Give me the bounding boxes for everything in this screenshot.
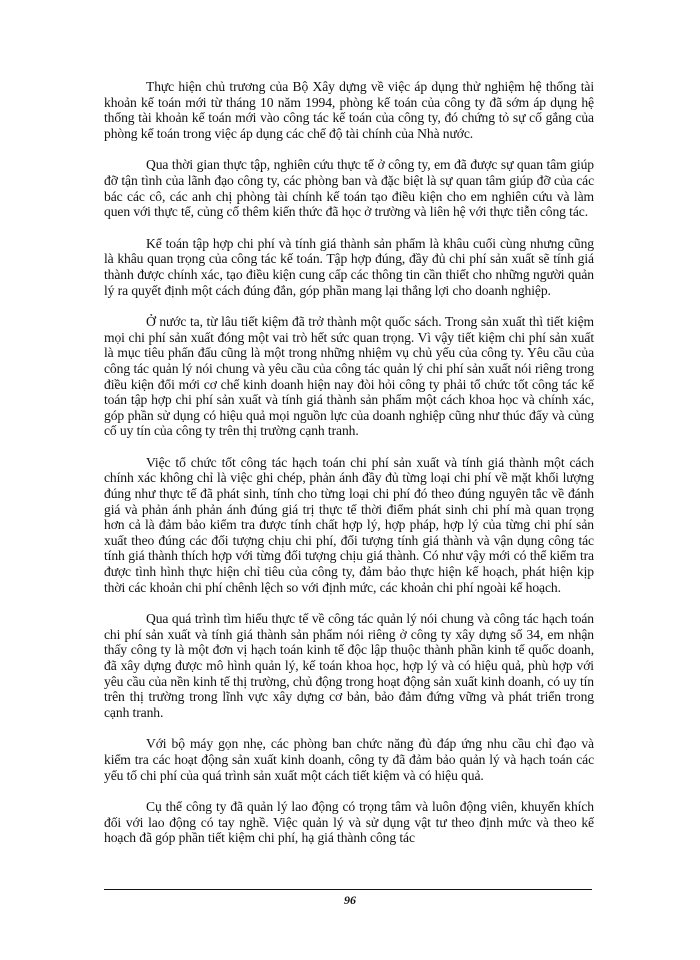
paragraph-1: Thực hiện chủ trương của Bộ Xây dựng về việc áp dụng thử nghiệm hệ thống tài khoản kế toán mới từ tháng 10 năm 1994, phòng kế toán của công ty đã sớm áp dụng hệ thống tài khoản kế toán mới vào công tác kế toán của công ty, đó chứng tỏ sự cố gắng của phòng kế toán trong việc áp dụng các chế độ tài chính của Nhà nước.	[104, 79, 594, 141]
paragraph-8: Cụ thể công ty đã quản lý lao động có trọng tâm và luôn động viên, khuyến khích đối với lao động có tay nghề. Việc quản lý và sử dụng vật tư theo định mức và theo kế hoạch đã góp phần tiết kiệm chi phí, hạ giá thành công tác	[104, 799, 594, 846]
paragraph-6: Qua quá trình tìm hiểu thực tế về công tác quản lý nói chung và công tác hạch toán chi phí sản xuất và tính giá thành sản phẩm nói riêng ở công ty xây dựng số 34, em nhận thấy công ty là một đơn vị hạch toán kinh tế độc lập thuộc thành phần kinh tế quốc doanh, đã xây dựng được mô hình quản lý, kế toán khoa học, hợp lý và có hiệu quả, phù hợp với yêu cầu của nền kinh tế thị trường, chủ động trong hoạt động sản xuất kinh doanh, có uy tín trên thị trường trong lĩnh vực xây dựng cơ bản, bảo đảm đứng vững và phát triển trong cạnh tranh.	[104, 611, 594, 720]
paragraph-2: Qua thời gian thực tập, nghiên cứu thực tế ở công ty, em đã được sự quan tâm giúp đỡ tận tình của lãnh đạo công ty, các phòng ban và đặc biệt là sự quan tâm giúp đỡ của các bác các cô, các anh chị phòng tài chính kế toán tạo điều kiện cho em nghiên cứu và làm quen với thực tế, củng cố thêm kiến thức đã học ở trường và liên hệ với thực tiễn công tác.	[104, 157, 594, 220]
paragraph-4: Ở nước ta, từ lâu tiết kiệm đã trở thành một quốc sách. Trong sản xuất thì tiết kiệm mọi chi phí sản xuất đóng một vai trò hết sức quan trọng. Vì vậy tiết kiệm chi phí sản xuất là mục tiêu phấn đấu cũng là một trong những nhiệm vụ chủ yếu của công ty. Yêu cầu của công tác quản lý nói chung và yêu cầu của công tác quản lý chi phí sản xuất nói riêng trong điều kiện đổi mới cơ chế kinh doanh hiện nay đòi hỏi công ty phải tổ chức tốt công tác kế toán tập hợp chi phí sản xuất và tính giá thành sản phẩm một cách khoa học và chính xác, góp phần sử dụng có hiệu quả mọi nguồn lực của doanh nghiệp cũng như thúc đẩy và củng cố uy tín của công ty trên thị trường cạnh tranh.	[104, 314, 594, 439]
page-number: 96	[344, 893, 356, 907]
footer-rule	[104, 889, 592, 890]
paragraph-5: Việc tổ chức tốt công tác hạch toán chi phí sản xuất và tính giá thành một cách chính xác không chỉ là việc ghi chép, phản ánh đầy đủ từng loại chi phí về mặt khối lượng đúng như thực tế đã phát sinh, tính cho từng loại chi phí đó theo đúng nguyên tắc về đánh giá và phản ánh phản ánh đúng giá trị thực tế thời điểm phát sinh chi phí mà quan trọng hơn cả là đảm bảo kiểm tra được tính chất hợp lý, hợp pháp, hợp lý của từng chi phí sản xuất theo đúng các đối tượng chịu chi phí, đối tượng tính giá thành và vận dụng công tác tính giá thành thích hợp với từng đối tượng chịu giá thành. Có như vậy mới có thể kiểm tra được tình hình thực hiện chỉ tiêu của công ty, đảm bảo thực hiện kế hoạch, phát hiện kịp thời các khoản chi phí chênh lệch so với định mức, các khoản chi phí ngoài kế hoạch.	[104, 454, 594, 595]
body-text	[104, 79, 594, 862]
paragraph-3: Kế toán tập hợp chi phí và tính giá thành sản phẩm là khâu cuối cùng nhưng cũng là khâu quan trọng của công tác kế toán. Tập hợp đúng, đầy đủ chi phí sản xuất sẽ tính giá thành được chính xác, tạo điều kiện cung cấp các thông tin cần thiết cho những người quản lý ra quyết định một cách đúng đắn, góp phần mang lại thắng lợi cho doanh nghiệp.	[104, 235, 594, 298]
paragraph-7: Với bộ máy gọn nhẹ, các phòng ban chức năng đủ đáp ứng nhu cầu chỉ đạo và kiểm tra các hoạt động sản xuất kinh doanh, công ty đã đảm bảo quản lý và hạch toán các yếu tố chi phí của quá trình sản xuất một cách tiết kiệm và có hiệu quả.	[104, 736, 594, 783]
